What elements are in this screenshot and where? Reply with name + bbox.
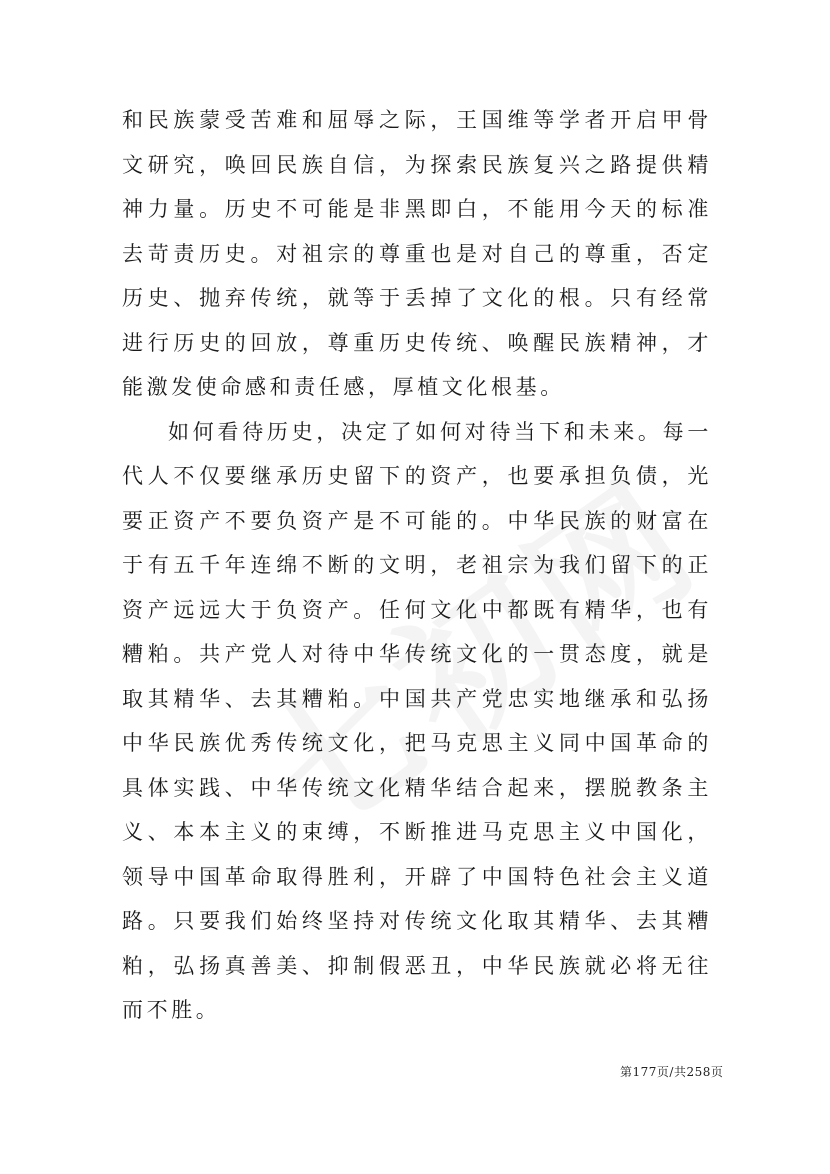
body-text	[122, 98, 712, 1033]
paragraph: 如何看待历史，决定了如何对待当下和未来。每一代人不仅要继承历史留下的资产，也要承担负债，光要正资产不要负资产是不可能的。中华民族的财富在于有五千年连绵不断的文明，老祖宗为我们留下的正资产远远大于负资产。任何文化中都既有精华，也有糟粕。共产党人对待中华传统文化的一贯态度，就是取其精华、去其糟粕。中国共产党忠实地继承和弘扬中华民族优秀传统文化，把马克思主义同中国革命的具体实践、中华传统文化精华结合起来，摆脱教条主义、本本主义的束缚，不断推进马克思主义中国化，领导中国革命取得胜利，开辟了中国特色社会主义道路。只要我们始终坚持对传统文化取其精华、去其糟粕，弘扬真善美、抑制假恶丑，中华民族就必将无往而不胜。	[122, 419, 712, 1022]
page-number: 第177页/共258页	[620, 1065, 724, 1079]
paragraph-continued: 和民族蒙受苦难和屈辱之际，王国维等学者开启甲骨文研究，唤回民族自信，为探索民族复兴之路提供精神力量。历史不可能是非黑即白，不能用今天的标准去苛责历史。对祖宗的尊重也是对自己的尊重，否定历史、抛弃传统，就等于丢掉了文化的根。只有经常进行历史的回放，尊重历史传统、唤醒民族精神，才能激发使命感和责任感，厚植文化根基。	[122, 108, 712, 399]
